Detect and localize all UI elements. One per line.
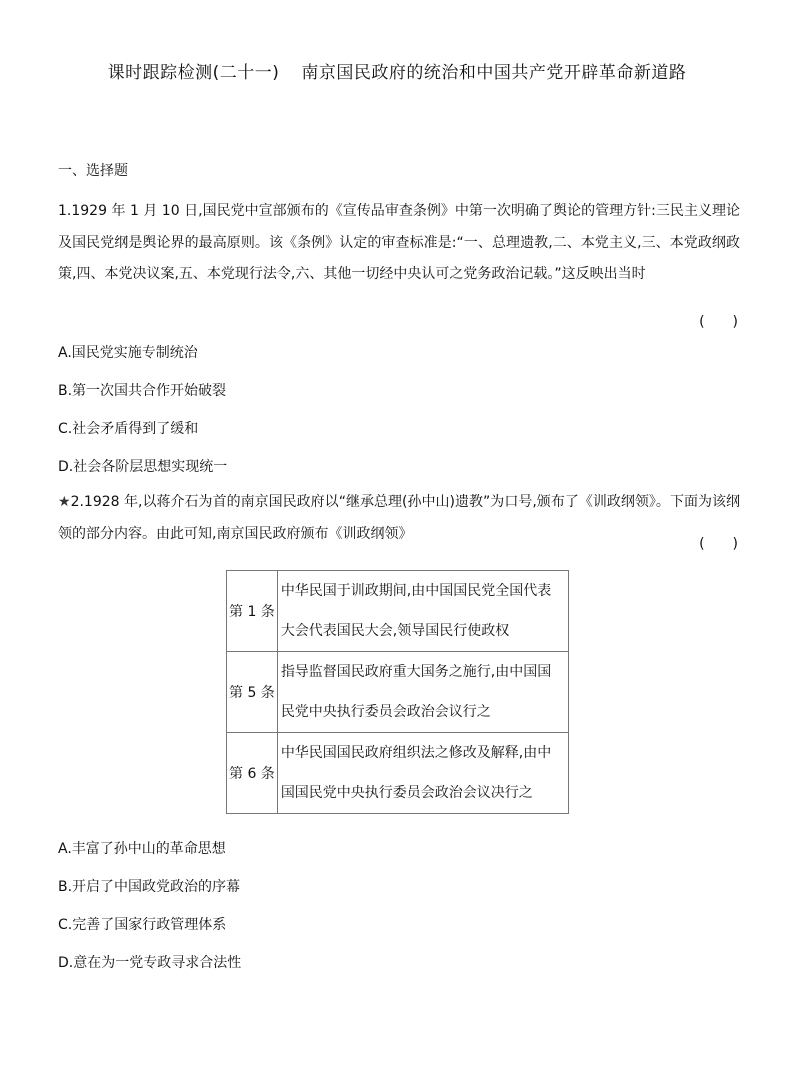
question-2-option-d: D.意在为一党专政寻求合法性 bbox=[58, 955, 242, 971]
table-cell-content: 中华民国于训政期间,由中国国民党全国代表大会代表国民大会,领导国民行使政权 bbox=[277, 571, 568, 652]
table-row bbox=[227, 652, 569, 733]
question-2-option-b: B.开启了中国政党政治的序幕 bbox=[58, 879, 241, 895]
table-cell-article: 第 6 条 bbox=[227, 733, 278, 814]
question-2-answer-blank: ( ) bbox=[699, 536, 738, 552]
question-2-text: 2.1928 年,以蒋介石为首的南京国民政府以“继承总理(孙中山)遗教”为口号,颁布了《训政纲领》。下面为该纲领的部分内容。由此可知,南京国民政府颁布《训政纲领》 bbox=[58, 494, 741, 542]
question-1-answer-blank: ( ) bbox=[699, 314, 738, 330]
table-row bbox=[227, 733, 569, 814]
page-title bbox=[0, 58, 794, 83]
table-cell-content: 指导监督国民政府重大国务之施行,由中国国民党中央执行委员会政治会议行之 bbox=[277, 652, 568, 733]
table-cell-article: 第 5 条 bbox=[227, 652, 278, 733]
star-icon: ★ bbox=[58, 494, 71, 510]
question-2-stem bbox=[58, 487, 740, 550]
question-1-option-b: B.第一次国共合作开始破裂 bbox=[58, 383, 227, 399]
question-1-option-a: A.国民党实施专制统治 bbox=[58, 345, 198, 361]
title-topic: 南京国民政府的统治和中国共产党开辟革命新道路 bbox=[301, 63, 687, 83]
table-cell-content: 中华民国国民政府组织法之修改及解释,由中国国民党中央执行委员会政治会议决行之 bbox=[277, 733, 568, 814]
table-cell-article: 第 1 条 bbox=[227, 571, 278, 652]
question-1-stem: 1.1929 年 1 月 10 日,国民党中宣部颁布的《宣传品审查条例》中第一次明确了舆论的管理方针:三民主义理论及国民党纲是舆论界的最高原则。该《条例》认定的审查标准是:“一、总理遗教,二、本党主义,三、本党政纲政策,四、本党决议案,五、本党现行法令,六、其他一切经中央认可之党务政治记载。”这反映出当时 bbox=[58, 203, 740, 282]
question-1-option-c: C.社会矛盾得到了缓和 bbox=[58, 421, 199, 437]
question-2-option-c: C.完善了国家行政管理体系 bbox=[58, 917, 227, 933]
section-heading: 一、选择题 bbox=[58, 163, 128, 179]
program-table bbox=[226, 570, 569, 814]
question-2-option-a: A.丰富了孙中山的革命思想 bbox=[58, 841, 226, 857]
table-row bbox=[227, 571, 569, 652]
title-series: 课时跟踪检测(二十一) bbox=[107, 63, 280, 83]
question-1-option-d: D.社会各阶层思想实现统一 bbox=[58, 459, 228, 475]
